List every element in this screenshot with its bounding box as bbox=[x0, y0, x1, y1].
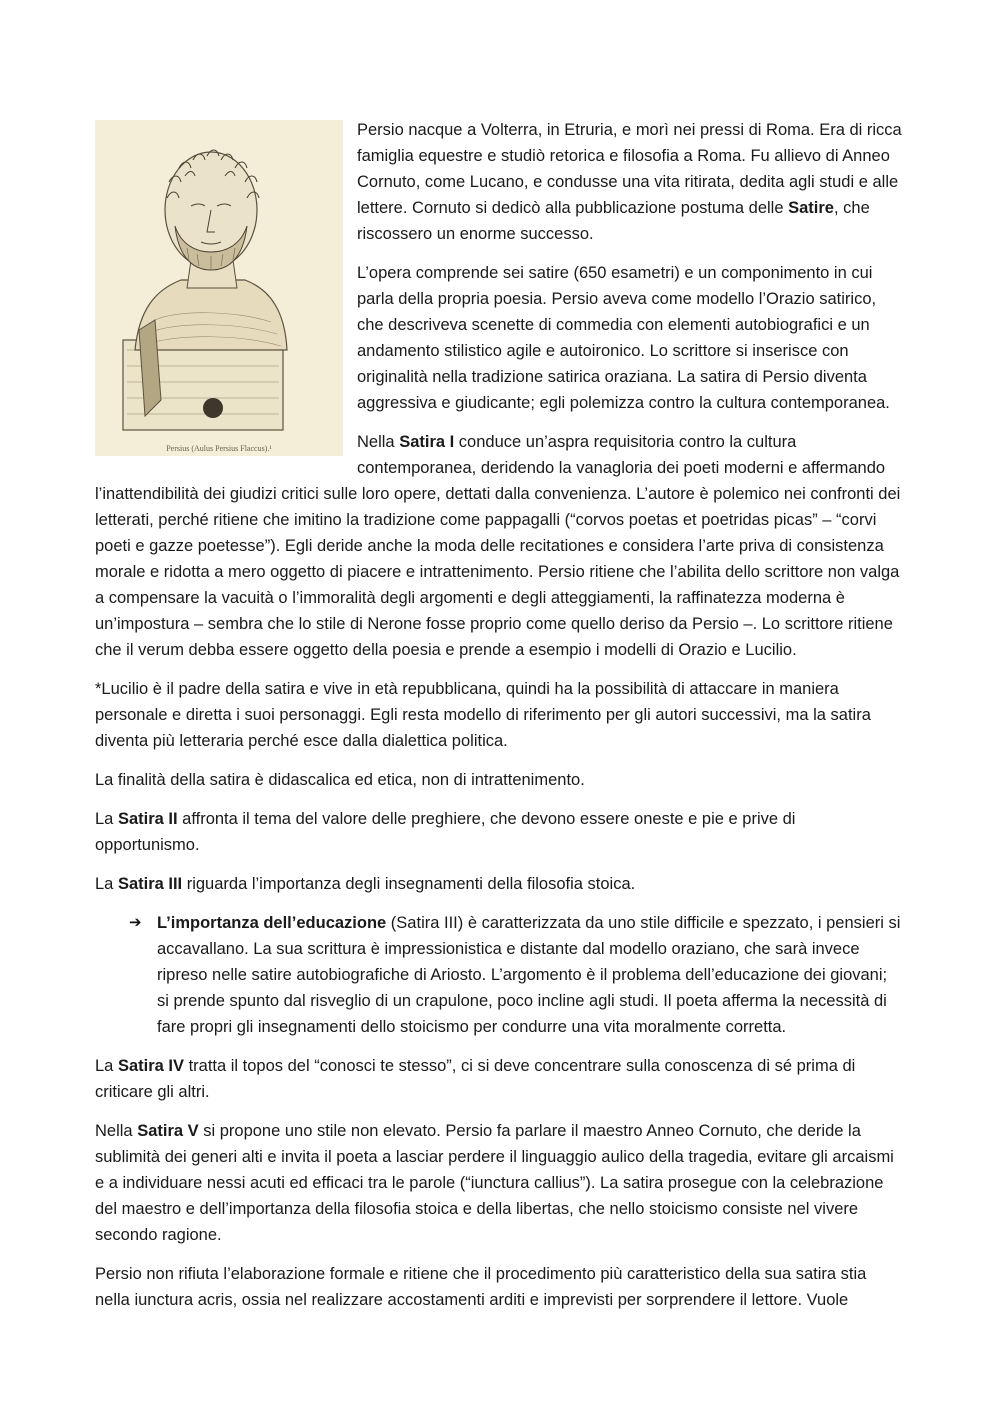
paragraph-elaborazione: Persio non rifiuta l’elaborazione formale e ritiene che il procedimento più caratteristico della sua satira stia nella iunctura acris, ossia nel realizzare accostamenti arditi e imprevisti per sorprendere il lettore. Vuole bbox=[95, 1265, 867, 1309]
bold-satira-3: Satira III bbox=[117, 875, 183, 893]
paragraph-satira-4: La Satira IV tratta il topos del “conosci te stesso”, ci si deve concentrare sulla conoscenza di sé prima di criticare gli altri. bbox=[95, 1057, 856, 1101]
bold-educazione: L’importanza dell’educazione bbox=[157, 914, 387, 932]
paragraph-opera: L’opera comprende sei satire (650 esametri) e un componimento in cui parla della propria poesia. Persio aveva come modello l’Orazio satirico, che descriveva scenette di commedia con elementi autobiografici e un andamento stilistico agile e autoironico. Lo scrittore si inserisce con originalità nella tradizione satirica oraziana. La satira di Persio diventa aggressiva e giudicante; egli polemizza contro la cultura contemporanea. bbox=[357, 264, 890, 412]
persius-bust-illustration bbox=[95, 120, 343, 456]
document-page bbox=[95, 117, 903, 1326]
paragraph-satira-1: Nella Satira I conduce un’aspra requisitoria contro la cultura contemporanea, deridendo la vanagloria dei poeti moderni e affermando l’inattendibilità dei giudizi critici sulle loro opere, dettati dalla convenienza. L’autore è polemico nei confronti dei letterati, perché ritiene che imitino la tradizione come pappagalli (“corvos poetas et poetridas picas” – “corvi poeti e gazze poetesse”). Egli deride anche la moda delle recitationes e considera l’arte priva di consistenza morale e ridotta a mero oggetto di piacere e intrattenimento. Persio ritiene che l’abilita dello scrittore non valga a compensare la vacuità o l’immoralità degli argomenti e degli atteggiamenti, la raffinatezza moderna è un’impostura – sembra che lo stile di Nerone fosse proprio come quello deriso da Persio –. Lo scrittore ritiene che il verum debba essere oggetto della poesia e prende a esempio i modelli di Orazio e Lucilio. bbox=[95, 433, 901, 659]
figure-caption: Persius (Aulus Persius Flaccus).¹ bbox=[166, 444, 272, 453]
bold-satira-4: Satira IV bbox=[117, 1057, 184, 1075]
paragraph-intro: Persio nacque a Volterra, in Etruria, e morì nei pressi di Roma. Era di ricca famiglia equestre e studiò retorica e filosofia a Roma. Fu allievo di Anneo Cornuto, come Lucano, e condusse una vita ritirata, dedita agli studi e alle lettere. Cornuto si dedicò alla pubblicazione postuma delle Satire, che riscossero un enorme successo. bbox=[357, 121, 902, 243]
arrow-bullet-icon: ➔ bbox=[129, 914, 142, 931]
paragraph-satira-2: La Satira II affronta il tema del valore delle preghiere, che devono essere oneste e pie e prive di opportunismo. bbox=[95, 810, 796, 854]
paragraph-satira-5: Nella Satira V si propone uno stile non elevato. Persio fa parlare il maestro Anneo Cornuto, che deride la sublimità dei generi alti e invita il poeta a lasciar perdere il linguaggio aulico della tragedia, evitare gli arcaismi e a individuare nessi acuti ed efficaci tra le parole (“iunctura callius”). La satira prosegue con la celebrazione del maestro e dell’importanza della filosofia stoica e della libertas, che nello stoicismo consiste nel vivere secondo ragione. bbox=[95, 1122, 894, 1244]
bold-satira-2: Satira II bbox=[117, 810, 178, 828]
bold-satira-5: Satira V bbox=[137, 1122, 199, 1140]
bullet-educazione: ➔ L’importanza dell’educazione (Satira III) è caratterizzata da uno stile difficile e spezzato, i pensieri si accavallano. La sua scrittura è impressionistica e distante dal modello oraziano, che sarà invece ripreso nelle satire autobiografiche di Ariosto. L’argomento è il problema dell’educazione dei giovani; si prende spunto dal risveglio di un crapulone, poco incline agli studi. Il poeta afferma la necessità di fare propri gli insegnamenti dello stoicismo per condurre una vita moralmente corretta. bbox=[95, 910, 903, 1040]
paragraph-lucilio: *Lucilio è il padre della satira e vive in età repubblicana, quindi ha la possibilità di attaccare in maniera personale e diretta i suoi personaggi. Egli resta modello di riferimento per gli autori successivi, ma la satira diventa più letteraria perché esce dalla dialettica politica. bbox=[95, 680, 871, 750]
bust-engraving bbox=[95, 120, 343, 456]
paragraph-finalita: La finalità della satira è didascalica ed etica, non di intrattenimento. bbox=[95, 771, 585, 789]
bold-satire: Satire bbox=[788, 199, 834, 217]
paragraph-satira-3: La Satira III riguarda l’importanza degli insegnamenti della filosofia stoica. bbox=[95, 875, 636, 893]
bold-satira-1: Satira I bbox=[399, 433, 455, 451]
